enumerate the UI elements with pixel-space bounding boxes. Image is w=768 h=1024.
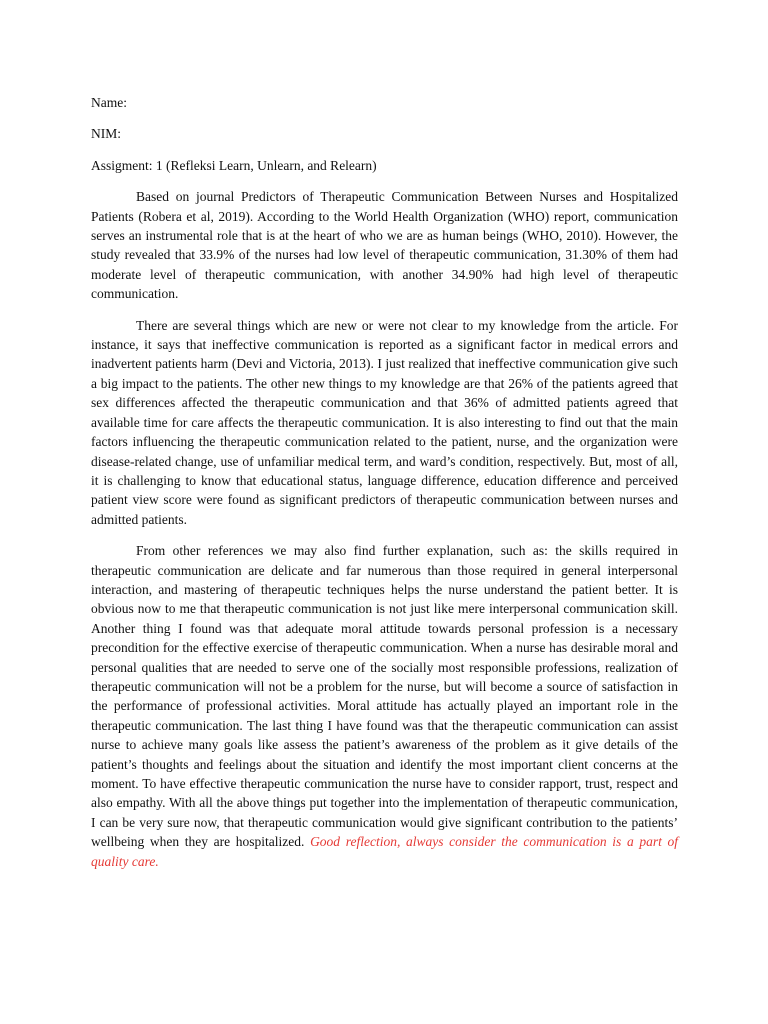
paragraph-3 xyxy=(91,541,678,871)
paragraph-2: There are several things which are new or were not clear to my knowledge from the article. For instance, it says that ineffective communication is reported as a significant factor in medical errors and inadvertent patients harm (Devi and Victoria, 2013). I just realized that ineffective communication give such a big impact to the patients. The other new things to my knowledge are that 26% of the patients agreed that sex differences affected the therapeutic communication and that 36% of admitted patients agreed that available time for care affects the therapeutic communication. It is also interesting to find out that the main factors influencing the therapeutic communication related to the patient, nurse, and the organization were disease-related change, use of unfamiliar medical term, and ward’s condition, respectively. But, most of all, it is challenging to know that educational status, language difference, education difference and perceived patient view score were found as significant predictors of therapeutic communication between nurses and admitted patients. xyxy=(91,317,678,527)
nim-field-label: NIM: xyxy=(91,126,121,142)
name-field-label: Name: xyxy=(91,95,127,110)
paragraph-1: Based on journal Predictors of Therapeutic Communication Between Nurses and Hospitalized Patients (Robera et al, 2019). According to the World Health Organization (WHO) report, communication serves an instrumental role that is at the heart of who we are as human beings (WHO, 2010). However, the study revealed that 33.9% of the nurses had low level of therapeutic communication, 31.30% of them had moderate level of therapeutic communication, with another 34.90% had high level of therapeutic communication. xyxy=(91,189,678,302)
teacher-feedback-comment: Good reflection, always consider the communication is a part of quality care. xyxy=(91,834,678,869)
assignment-title: Assigment: 1 (Refleksi Learn, Unlearn, and Relearn) xyxy=(91,157,377,173)
document-page xyxy=(91,93,678,871)
paragraph-3-text: From other references we may also find further explanation, such as: the skills required in therapeutic communication are delicate and far numerous than those required in general interpersonal interaction, and mastering of therapeutic techniques helps the nurse understand the patient better. It is obvious now to me that therapeutic communication is not just like mere interpersonal communication skill. Another thing I found was that adequate moral attitude towards personal profession is a necessary precondition for the effective exercise of therapeutic communication. When a nurse has desirable moral and personal qualities that are needed to serve one of the socially most responsible professions, realization of therapeutic communication will not be a problem for the nurse, but will become a source of satisfaction in the performance of professional activities. Moral attitude has actually played an important role in the therapeutic communication. The last thing I have found was that the therapeutic communication can assist nurse to achieve many goals like assess the patient’s awareness of the problem as it give details of the patient’s thoughts and feelings about the situation and identify the most important client concerns at the moment. To have effective therapeutic communication the nurse have to consider rapport, trust, respect and also empathy. With all the above things put together into the implementation of therapeutic communication, I can be very sure now, that therapeutic communication would give significant contribution to the patients’ wellbeing when they are hospitalized. xyxy=(91,543,678,850)
